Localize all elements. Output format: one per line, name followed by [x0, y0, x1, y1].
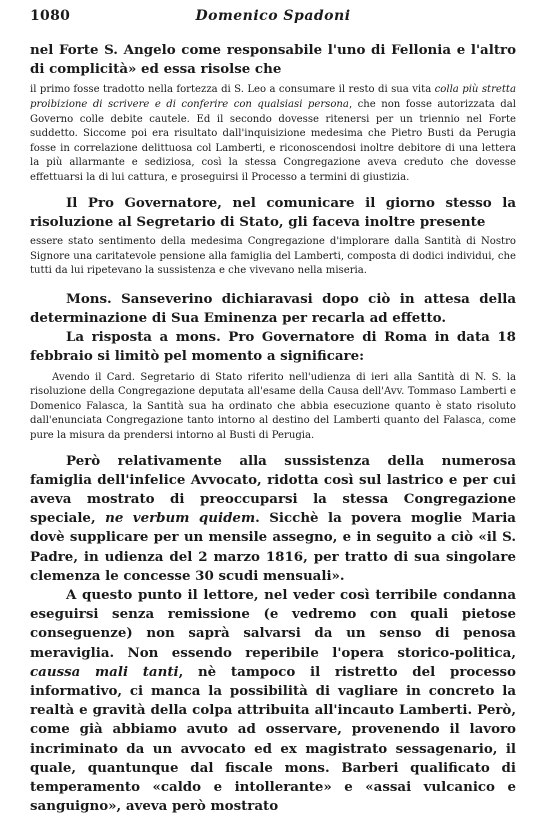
paragraph-4: La risposta a mons. Pro Governatore di Roma in data 18 febbraio si limitò pel momento a significare: [30, 329, 516, 365]
quote-1-text-a: il primo fosse tradotto nella fortezza di S. Leo a consumare il resto di sua vita [30, 84, 435, 96]
paragraph-5-emphasis: ne verbum quidem [105, 510, 256, 527]
quote-2: essere stato sentimento della medesima Congregazione d'implorare dalla Santità di Nostro Signore una caritatevole pensione alla famiglia del Lamberti, composta di dodici individui, che tutti da lui ripetevano la sussistenza e che vivevano nella miseria. [30, 235, 516, 277]
book-page [30, 8, 516, 816]
paragraph-6-text-b: , nè tampoco il ristretto del processo informativo, ci manca la possibilità di vagliare in concreto la realtà e gravità della colpa attribuita all'incauto Lamberti. Però, come già abbiamo avuto ad osservare, provenendo il lavoro incriminato da un avvocato ed ex magistrato sessagenario, il quale, quantunque dal fiscale mons. Barberi qualificato di temperamento «caldo e intollerante» e «assai vulcanico e sanguigno», aveva però mostrato [30, 663, 516, 815]
paragraph-6-emphasis: caussa mali tanti [30, 663, 179, 680]
page-header [30, 8, 516, 30]
quote-3: Avendo il Card. Segretario di Stato riferito nell'udienza di ieri alla Santità di N. S. la risoluzione della Congregazione deputata all'esame della Causa dell'Avv. Tommaso Lamberti e Domenico Falasca, la Santità sua ha ordinato che abbia esecuzione quanto è stato risoluto dall'enunciata Congregazione tanto intorno al destino del Lamberti quanto del Falasca, come pure la misura da prendersi intorno al Busti di Perugia. [30, 371, 516, 441]
paragraph-2: Il Pro Governatore, nel comunicare il giorno stesso la risoluzione al Segretario di Stato, gli faceva inoltre presente [30, 194, 516, 230]
quote-1 [30, 83, 516, 185]
running-head: Domenico Spadoni [195, 8, 351, 24]
paragraph-5-text-a: Però relativamente alla sussistenza della numerosa famiglia dell'infelice Avvocato, ridotta così sul lastrico e per cui aveva mostrato di preoccuparsi la stessa Congregazione speciale, [30, 452, 516, 527]
paragraph-5-text-b: . Sicchè la povera moglie Maria dovè supplicare per un mensile assegno, e in seguito a ciò «il S. Padre, in udienza del 2 marzo 1816, per tratto di sua singolare clemenza le concesse 30 scudi mensuali». [30, 510, 516, 584]
page-number: 1080 [30, 8, 71, 24]
paragraph-6 [30, 586, 516, 816]
paragraph-5 [30, 452, 516, 586]
quote-1-text-b: , che non fosse autorizzata dal Governo colle debite cautele. Ed il secondo dovesse ritenersi per un triennio nel Forte suddetto. Siccome poi era risultato dall'inquisizione medesima che Pietro Busti da Perugia fosse in correlazione delittuosa col Lamberti, e riconoscendosi inoltre debitore di una lettera la più allarmante e sediziosa, così la stessa Congregazione aveva creduto che dovesse effettuarsi la di lui cattura, e proseguirsi il Processo a termini di giustizia. [30, 99, 516, 183]
paragraph-1: nel Forte S. Angelo come responsabile l'uno di Fellonia e l'altro di complicità» ed essa risolse che [30, 42, 516, 78]
quote-1-emphasis: colla più stretta proibizione di scrivere e di conferire con qualsiasi persona [30, 84, 516, 110]
paragraph-6-text-a: A questo punto il lettore, nel veder così terribile condanna eseguirsi senza remissione (e vedremo con quali pietose conseguenze) non saprà salvarsi da un senso di penosa meraviglia. Non essendo reperibile l'opera storico-politica, [30, 586, 516, 661]
paragraph-3: Mons. Sanseverino dichiaravasi dopo ciò in attesa della determinazione di Sua Eminenza per recarla ad effetto. [30, 290, 516, 326]
